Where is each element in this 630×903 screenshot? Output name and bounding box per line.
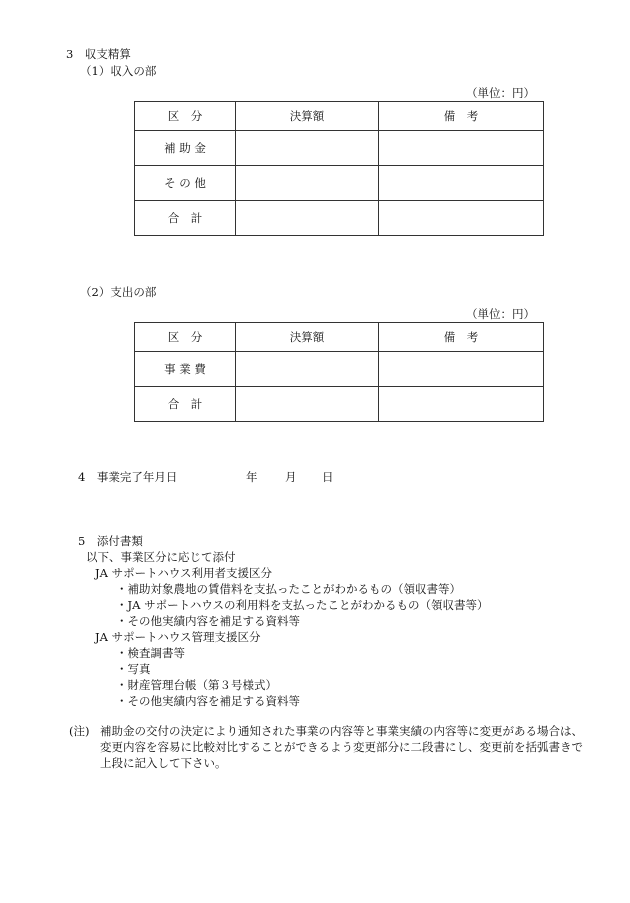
row-label: 合 計 bbox=[135, 387, 236, 422]
amount-cell[interactable] bbox=[236, 352, 379, 387]
note-line: 補助金の交付の決定により通知された事業の内容等と事業実績の内容等に変更がある場合は、 bbox=[100, 724, 583, 738]
col-header-amount: 決算額 bbox=[236, 323, 379, 352]
note-label: (注) bbox=[69, 724, 90, 738]
remarks-cell[interactable] bbox=[379, 387, 544, 422]
amount-cell[interactable] bbox=[236, 166, 379, 201]
list-item: ・その他実績内容を補足する資料等 bbox=[116, 614, 300, 628]
amount-cell[interactable] bbox=[236, 201, 379, 236]
completion-day-label: 日 bbox=[322, 470, 334, 484]
col-header-category: 区 分 bbox=[135, 323, 236, 352]
table-row bbox=[135, 201, 544, 236]
income-unit-label: （単位：円） bbox=[466, 86, 535, 100]
col-header-amount: 決算額 bbox=[236, 102, 379, 131]
list-item: ・補助対象農地の賃借料を支払ったことがわかるもの（領収書等） bbox=[116, 582, 461, 596]
col-header-remarks: 備 考 bbox=[379, 323, 544, 352]
row-label: 合 計 bbox=[135, 201, 236, 236]
amount-cell[interactable] bbox=[236, 131, 379, 166]
remarks-cell[interactable] bbox=[379, 352, 544, 387]
list-item: ・検査調書等 bbox=[116, 646, 185, 660]
remarks-cell[interactable] bbox=[379, 201, 544, 236]
section-5-heading: 5 添付書類 bbox=[78, 534, 143, 548]
list-item: ・写真 bbox=[116, 662, 151, 676]
col-header-category: 区 分 bbox=[135, 102, 236, 131]
income-table bbox=[134, 101, 544, 236]
table-row bbox=[135, 352, 544, 387]
col-header-remarks: 備 考 bbox=[379, 102, 544, 131]
expense-heading: （2）支出の部 bbox=[80, 285, 157, 299]
expense-table-header bbox=[135, 323, 544, 352]
list-item: ・財産管理台帳（第３号様式） bbox=[116, 678, 277, 692]
section-4-heading: 4 事業完了年月日 bbox=[78, 470, 178, 484]
completion-month-label: 月 bbox=[285, 470, 297, 484]
attachments-intro: 以下、事業区分に応じて添付 bbox=[86, 550, 236, 564]
list-item: ・その他実績内容を補足する資料等 bbox=[116, 694, 300, 708]
group-title-user-support: JA サポートハウス利用者支援区分 bbox=[95, 566, 272, 580]
remarks-cell[interactable] bbox=[379, 131, 544, 166]
table-row bbox=[135, 131, 544, 166]
row-label: 補 助 金 bbox=[135, 131, 236, 166]
table-row bbox=[135, 166, 544, 201]
list-item: ・JA サポートハウスの利用料を支払ったことがわかるもの（領収書等） bbox=[116, 598, 489, 612]
expense-table bbox=[134, 322, 544, 422]
income-heading: （1）収入の部 bbox=[80, 64, 157, 78]
row-label: 事 業 費 bbox=[135, 352, 236, 387]
section-3-heading: 3 収支精算 bbox=[66, 47, 131, 61]
note-line: 変更内容を容易に比較対比することができるよう変更部分に二段書にし、変更前を括弧書きで bbox=[100, 740, 583, 754]
amount-cell[interactable] bbox=[236, 387, 379, 422]
completion-year-label: 年 bbox=[246, 470, 258, 484]
group-title-management-support: JA サポートハウス管理支援区分 bbox=[95, 630, 261, 644]
row-label: そ の 他 bbox=[135, 166, 236, 201]
income-table-header bbox=[135, 102, 544, 131]
note-line: 上段に記入して下さい。 bbox=[100, 756, 227, 770]
remarks-cell[interactable] bbox=[379, 166, 544, 201]
expense-unit-label: （単位：円） bbox=[466, 307, 535, 321]
table-row bbox=[135, 387, 544, 422]
